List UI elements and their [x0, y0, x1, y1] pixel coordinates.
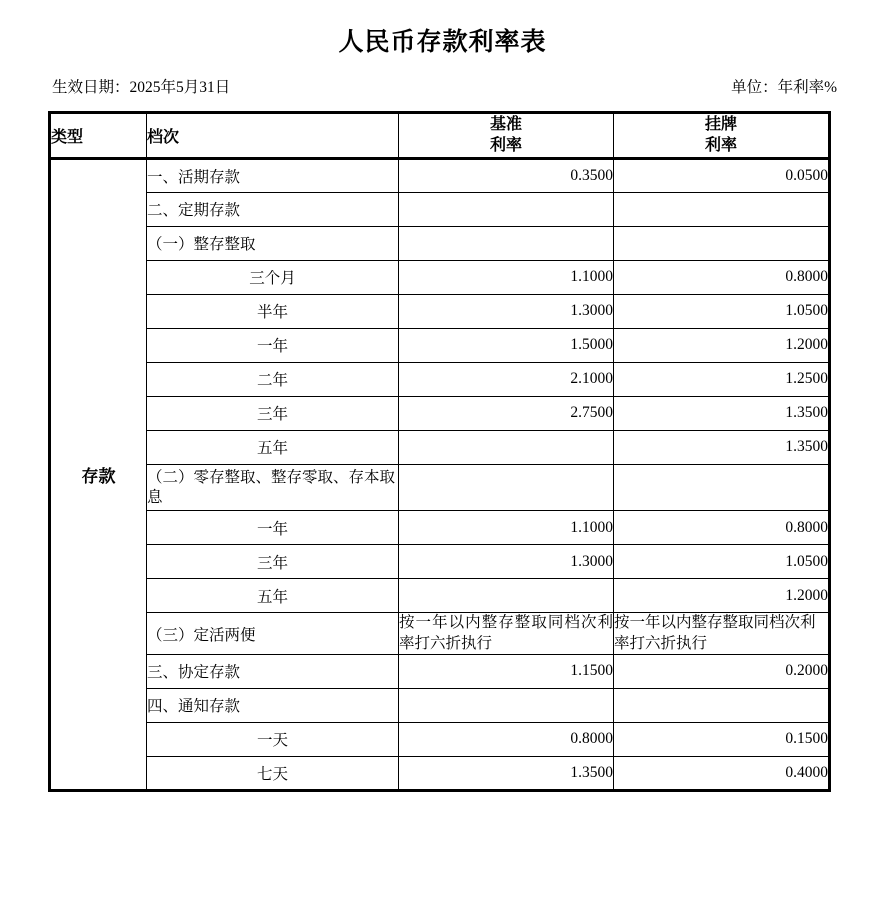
benchmark-rate-value: 0.8000: [399, 722, 614, 756]
listed-rate-value: 0.8000: [614, 511, 830, 545]
tier-label: 半年: [147, 294, 399, 328]
benchmark-rate-value: 1.5000: [399, 328, 614, 362]
header-benchmark-line2: 利率: [489, 137, 522, 155]
tier-label: 三年: [147, 396, 399, 430]
table-row: [50, 756, 830, 790]
table-body: [50, 158, 830, 790]
table-row: [50, 654, 830, 688]
benchmark-rate-value: 1.1000: [399, 511, 614, 545]
listed-rate-value: [614, 688, 830, 722]
tier-label: 一天: [147, 722, 399, 756]
listed-rate-note: 按一年以内整存整取同档次利率打六折执行: [614, 613, 830, 654]
benchmark-rate-value: [399, 226, 614, 260]
table-header: [50, 112, 830, 158]
listed-rate-value: 1.2000: [614, 328, 830, 362]
benchmark-rate-value: 2.7500: [399, 396, 614, 430]
table-row: [50, 430, 830, 464]
table-container: [0, 111, 885, 792]
tier-label: 三个月: [147, 260, 399, 294]
listed-rate-value: 1.3500: [614, 396, 830, 430]
listed-rate-value: [614, 192, 830, 226]
tier-label: 二年: [147, 362, 399, 396]
benchmark-rate-value: 1.1000: [399, 260, 614, 294]
listed-rate-value: [614, 226, 830, 260]
listed-rate-value: 0.8000: [614, 260, 830, 294]
benchmark-rate-value: [399, 430, 614, 464]
listed-rate-value: 1.0500: [614, 545, 830, 579]
tier-label: 四、通知存款: [147, 688, 399, 722]
table-row: [50, 579, 830, 613]
benchmark-rate-value: [399, 464, 614, 511]
tier-label: 一年: [147, 511, 399, 545]
tier-label: 三、协定存款: [147, 654, 399, 688]
table-row: [50, 328, 830, 362]
table-row: [50, 464, 830, 511]
header-tier: 档次: [147, 112, 399, 158]
effective-date-label: 生效日期：2025年5月31日: [52, 79, 231, 96]
header-benchmark-rate: [399, 112, 614, 158]
benchmark-rate-value: 2.1000: [399, 362, 614, 396]
tier-label: 五年: [147, 579, 399, 613]
table-row: [50, 396, 830, 430]
document-meta: [0, 79, 885, 98]
listed-rate-value: 0.0500: [614, 158, 830, 192]
listed-rate-value: 1.3500: [614, 430, 830, 464]
table-row: [50, 192, 830, 226]
tier-label: 五年: [147, 430, 399, 464]
benchmark-rate-value: 1.1500: [399, 654, 614, 688]
tier-label: 一年: [147, 328, 399, 362]
benchmark-rate-value: 0.3500: [399, 158, 614, 192]
category-cell-deposit: 存款: [50, 158, 147, 790]
tier-label: （一）整存整取: [147, 226, 399, 260]
tier-label: （二）零存整取、整存零取、存本取息: [147, 464, 399, 511]
header-row: [50, 112, 830, 158]
listed-rate-value: [614, 464, 830, 511]
tier-label: （三）定活两便: [147, 613, 399, 654]
benchmark-rate-value: 1.3000: [399, 294, 614, 328]
header-listed-rate: [614, 112, 830, 158]
table-row: [50, 294, 830, 328]
header-listed-line2: 利率: [704, 137, 737, 155]
benchmark-rate-value: 1.3500: [399, 756, 614, 790]
table-row: [50, 158, 830, 192]
tier-label: 一、活期存款: [147, 158, 399, 192]
tier-label: 二、定期存款: [147, 192, 399, 226]
header-listed-line1: 挂牌: [704, 115, 737, 133]
table-row: [50, 613, 830, 654]
page-title: 人民币存款利率表: [338, 28, 547, 56]
tier-label: 三年: [147, 545, 399, 579]
header-type: 类型: [50, 112, 147, 158]
table-row: [50, 688, 830, 722]
unit-label: 单位：年利率%: [731, 79, 837, 96]
header-benchmark-line1: 基准: [489, 115, 522, 133]
benchmark-rate-value: [399, 192, 614, 226]
table-row: [50, 511, 830, 545]
table-row: [50, 722, 830, 756]
listed-rate-value: 0.4000: [614, 756, 830, 790]
benchmark-rate-value: [399, 688, 614, 722]
listed-rate-value: 0.2000: [614, 654, 830, 688]
listed-rate-value: 1.2500: [614, 362, 830, 396]
listed-rate-value: 1.2000: [614, 579, 830, 613]
table-row: [50, 226, 830, 260]
tier-label: 七天: [147, 756, 399, 790]
benchmark-rate-value: 1.3000: [399, 545, 614, 579]
table-row: [50, 545, 830, 579]
listed-rate-value: 1.0500: [614, 294, 830, 328]
listed-rate-value: 0.1500: [614, 722, 830, 756]
deposit-rate-table: [48, 111, 831, 792]
benchmark-rate-note: 按一年以内整存整取同档次利率打六折执行: [399, 613, 614, 654]
table-row: [50, 362, 830, 396]
benchmark-rate-value: [399, 579, 614, 613]
table-row: [50, 260, 830, 294]
